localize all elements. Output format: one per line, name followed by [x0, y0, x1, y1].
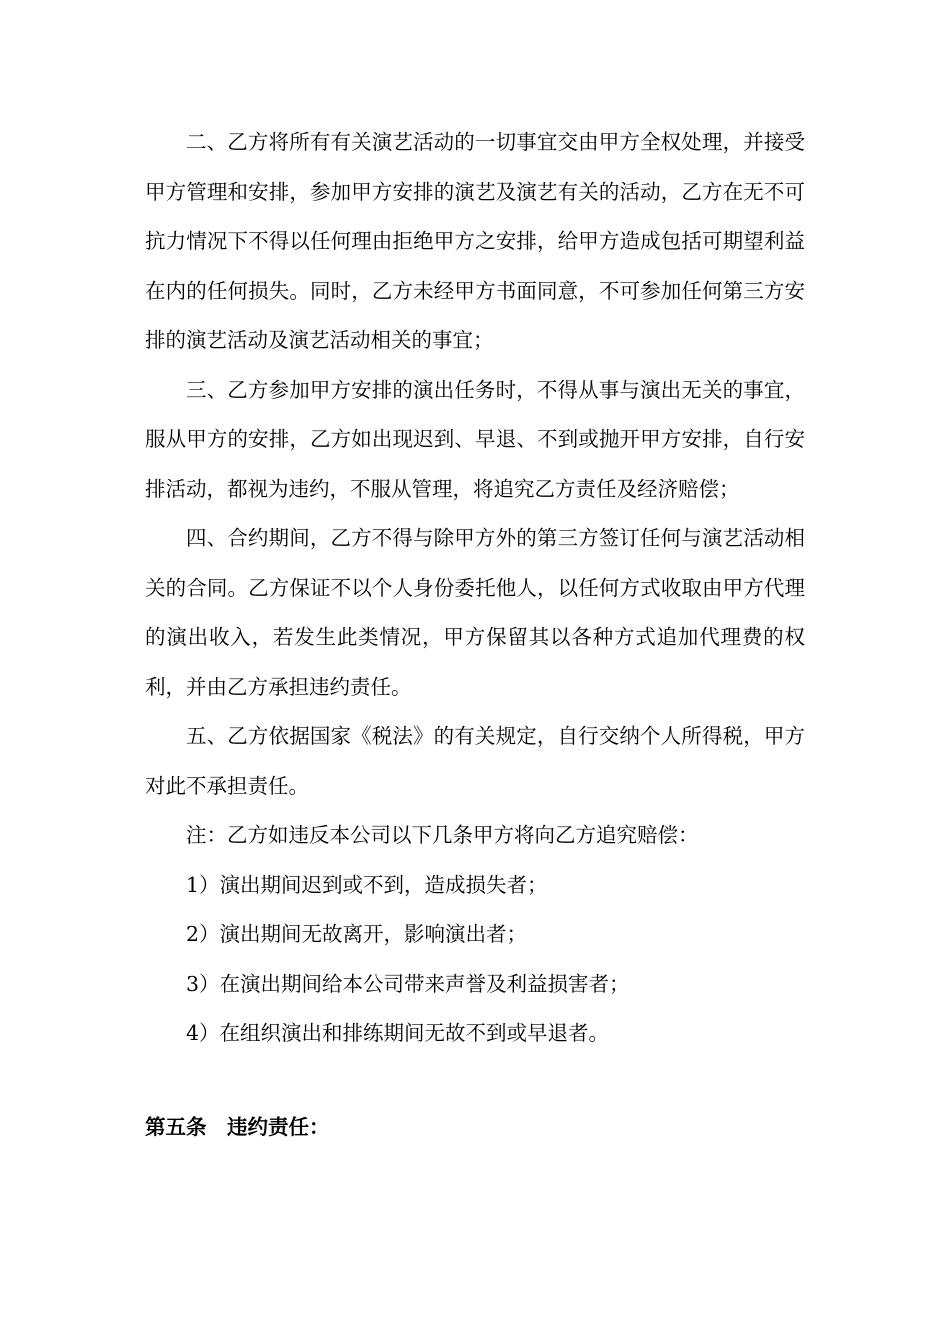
clause-2: 二、乙方将所有有关演艺活动的一切事宜交由甲方全权处理，并接受甲方管理和安排，参加甲方安排的演艺及演艺有关的活动，乙方在无不可抗力情况下不得以任何理由拒绝甲方之安排，给甲方造成包括可期望利益在内的任何损失。同时，乙方未经甲方书面同意，不可参加任何第三方安排的演艺活动及演艺活动相关的事宜； [145, 130, 805, 352]
note-item-3: 3）在演出期间给本公司带来声誉及利益损害者； [186, 971, 630, 996]
clause-3: 三、乙方参加甲方安排的演出任务时，不得从事与演出无关的事宜，服从甲方的安排，乙方如出现迟到、早退、不到或抛开甲方安排，自行安排活动，都视为违约，不服从管理，将追究乙方责任及经济赔偿； [145, 377, 805, 501]
note-item-1: 1）演出期间迟到或不到，造成损失者； [186, 872, 548, 897]
document-page [145, 118, 805, 1152]
clause-4: 四、合约期间，乙方不得与除甲方外的第三方签订任何与演艺活动相关的合同。乙方保证不以个人身份委托他人，以任何方式收取由甲方代理的演出收入，若发生此类情况，甲方保留其以各种方式追加代理费的权利，并由乙方承担违约责任。 [145, 526, 805, 699]
note-intro: 注：乙方如违反本公司以下几条甲方将向乙方追究赔偿： [186, 823, 699, 847]
note-item-2: 2）演出期间无故离开，影响演出者； [186, 922, 528, 946]
clause-5: 五、乙方依据国家《税法》的有关规定，自行交纳个人所得税，甲方对此不承担责任。 [145, 724, 805, 798]
section-heading: 第五条 违约责任： [145, 1114, 330, 1139]
note-item-4: 4）在组织演出和排练期间无故不到或早退者。 [186, 1021, 610, 1045]
